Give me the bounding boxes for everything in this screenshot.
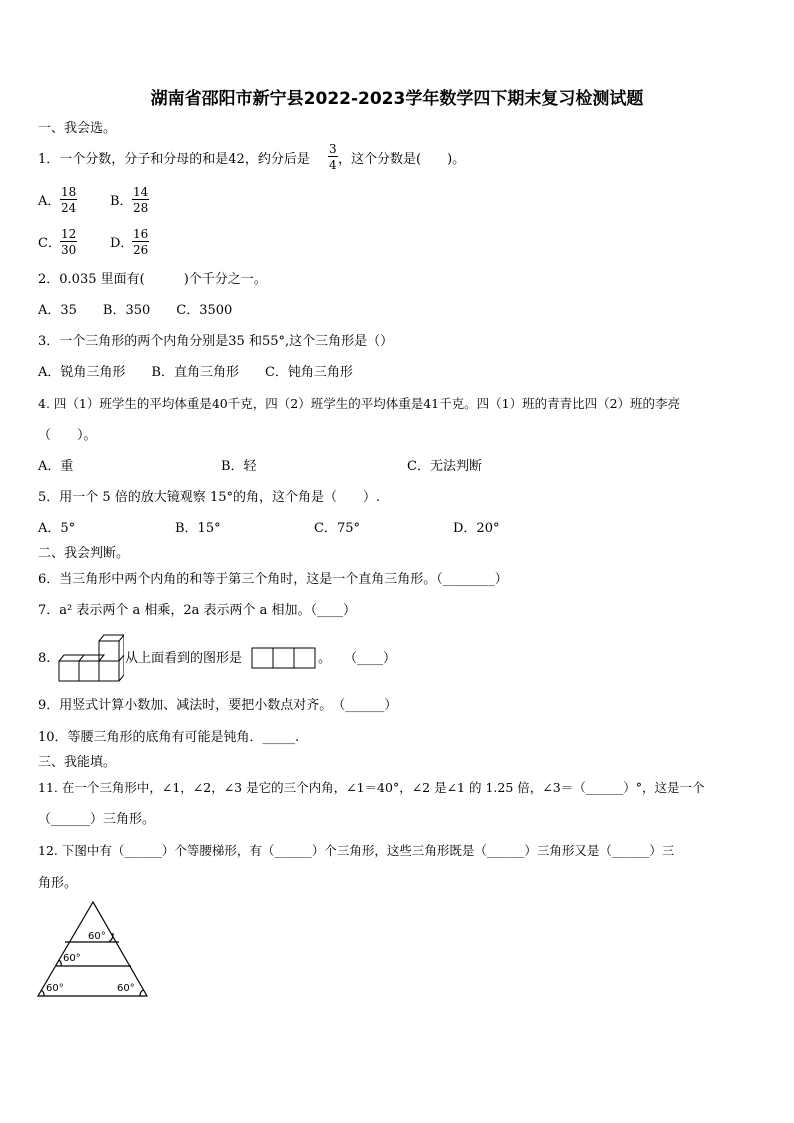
question-12-line2: 角形。: [38, 876, 78, 891]
question-2-stem: 2．0.035 里面有( )个千分之一。: [38, 272, 267, 287]
angle-label: 60°: [63, 953, 81, 964]
question-10: 10．等腰三角形的底角有可能是钝角．_____.: [38, 730, 300, 745]
question-1-fraction: [328, 143, 338, 171]
angle-label: 60°: [46, 983, 64, 994]
question-3-options: A．锐角三角形 B．直角三角形 C．钝角三角形: [38, 365, 353, 380]
page-title: 湖南省邵阳市新宁县2022-2023学年数学四下期末复习检测试题: [150, 89, 644, 109]
question-5-option-b: B．15°: [175, 521, 221, 536]
option-d-fraction: [132, 228, 149, 256]
question-1-stem-a: 1．一个分数，分子和分母的和是42，约分后是: [38, 152, 310, 167]
fraction-denominator: 24: [61, 201, 77, 215]
question-4-stem-line1: 4. 四（1）班学生的平均体重是40千克，四（2）班学生的平均体重是41千克。四（1）班的青青比四（2）班的李亮: [38, 396, 681, 411]
option-a-fraction: [60, 186, 77, 214]
question-9: 9．用竖式计算小数加、减法时，要把小数点对齐。 （______）: [38, 698, 398, 713]
fraction-numerator: 12: [61, 227, 77, 241]
option-c-fraction: [60, 228, 77, 256]
question-3-stem: 3．一个三角形的两个内角分别是35 和55°,这个三角形是（）: [38, 334, 394, 349]
option-d-label: D．: [110, 236, 134, 251]
question-2-options: A．35 B．350 C．3500: [38, 303, 233, 318]
fraction-numerator: 14: [133, 185, 149, 199]
question-8-number: 8.: [38, 651, 51, 666]
triangle-trapezoid-figure: [36, 900, 150, 998]
option-b-fraction: [132, 186, 149, 214]
question-5-option-c: C．75°: [314, 521, 360, 536]
question-4-option-a: A．重: [38, 459, 74, 474]
question-11-line1: 11. 在一个三角形中，∠1，∠2，∠3 是它的三个内角，∠1＝40°，∠2 是∠1 的 1.25 倍，∠3＝（______）°，这是一个: [38, 780, 705, 795]
fraction-denominator: 4: [329, 158, 337, 172]
fraction-numerator: 16: [133, 227, 149, 241]
option-b-label: B．: [110, 194, 133, 209]
fraction-numerator: 18: [61, 185, 77, 199]
question-11-line2: （______）三角形。: [38, 812, 156, 827]
section-heading-2: 二、我会判断。: [38, 546, 130, 561]
question-4-option-c: C．无法判断: [407, 459, 482, 474]
top-view-squares: [251, 647, 317, 669]
question-5-option-d: D．20°: [453, 521, 500, 536]
question-5-stem: 5．用一个 5 倍的放大镜观察 15°的角，这个角是（ ）.: [38, 490, 381, 505]
question-4-stem-line2: （ ）。: [38, 428, 97, 443]
question-7: 7．a² 表示两个 a 相乘，2a 表示两个 a 相加。（____）: [38, 603, 357, 618]
section-heading-1: 一、我会选。: [38, 121, 117, 136]
fraction-numerator: 3: [329, 142, 337, 156]
fraction-denominator: 28: [133, 201, 149, 215]
option-a-label: A．: [38, 194, 61, 209]
question-8-tail: 。 （____）: [318, 651, 397, 666]
section-heading-3: 三、我能填。: [38, 755, 117, 770]
option-c-label: C．: [38, 236, 61, 251]
question-4-option-b: B．轻: [221, 459, 257, 474]
question-8-text: 从上面看到的图形是: [125, 651, 243, 666]
fraction-denominator: 30: [61, 243, 77, 257]
fraction-denominator: 26: [133, 243, 149, 257]
question-5-option-a: A．5°: [38, 521, 76, 536]
question-1-stem-b: ，这个分数是( )。: [338, 152, 466, 167]
angle-label: 60°: [88, 931, 106, 942]
cube-stack-figure: [58, 634, 124, 682]
question-12-line1: 12. 下图中有（______）个等腰梯形，有（______）个三角形，这些三角形既是（______）三角形又是（______）三: [38, 843, 675, 858]
question-6: 6．当三角形中两个内角的和等于第三个角时，这是一个直角三角形。（________）: [38, 572, 508, 587]
angle-label: 60°: [117, 983, 135, 994]
